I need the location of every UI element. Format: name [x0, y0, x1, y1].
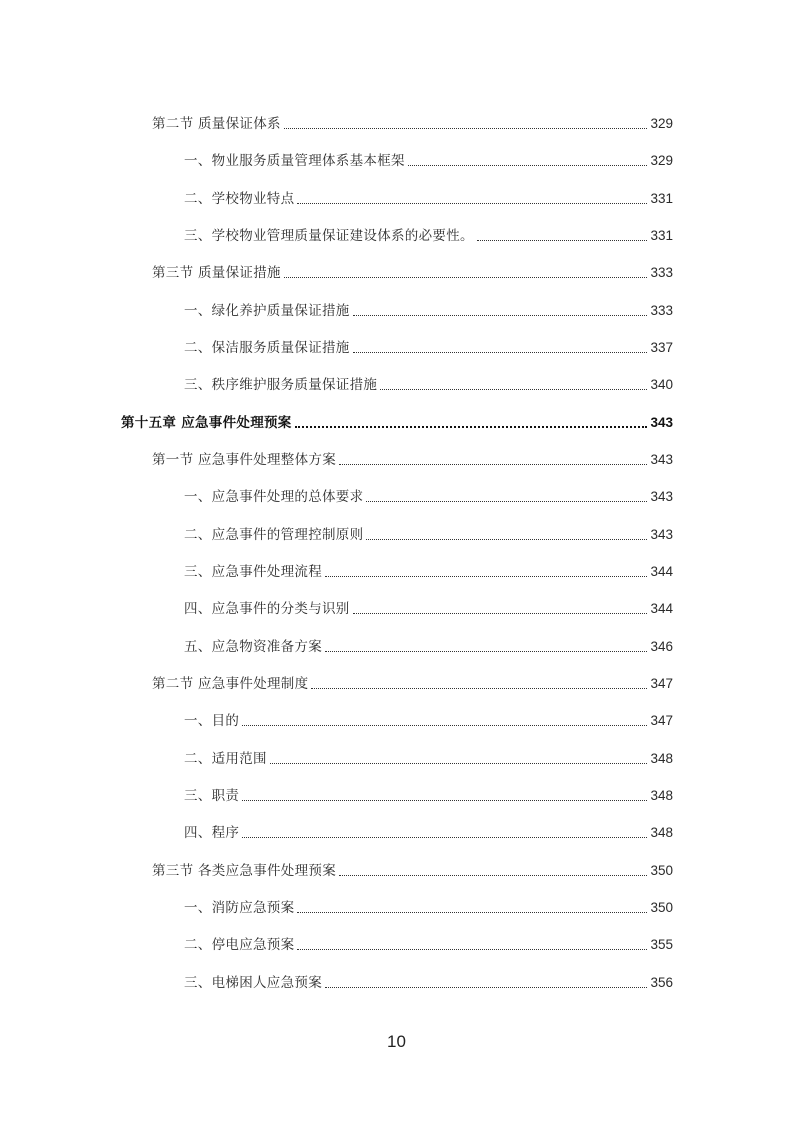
toc-entry-title: 三、电梯困人应急预案	[184, 975, 322, 991]
toc-entry-page: 343	[650, 489, 673, 504]
dot-leader	[297, 948, 647, 950]
toc-entry[interactable]	[184, 483, 673, 507]
toc-entry-page: 331	[650, 228, 673, 243]
toc-entry-title: 三、学校物业管理质量保证建设体系的必要性。	[184, 228, 474, 244]
dot-leader	[325, 986, 647, 988]
toc-entry[interactable]	[184, 558, 673, 582]
dot-leader	[477, 239, 648, 241]
toc-entry-page: 343	[650, 415, 673, 430]
toc-entry-title: 三、职责	[184, 788, 240, 804]
toc-entry-page: 340	[650, 377, 673, 392]
dot-leader	[297, 202, 647, 204]
toc-entry[interactable]	[184, 782, 673, 806]
toc-entry-page: 347	[650, 713, 673, 728]
dot-leader	[339, 874, 647, 876]
toc-entry-page: 329	[650, 116, 673, 131]
toc-entry[interactable]	[184, 222, 673, 246]
dot-leader	[366, 500, 647, 502]
dot-leader	[408, 164, 648, 166]
toc-entry[interactable]	[184, 371, 673, 395]
toc-entry[interactable]	[184, 334, 673, 358]
toc-entry-title: 一、消防应急预案	[184, 900, 295, 916]
toc-entry-page: 344	[650, 564, 673, 579]
toc-entry-title: 一、目的	[184, 713, 240, 729]
toc-entry-title: 第二节 质量保证体系	[152, 116, 281, 132]
dot-leader	[353, 351, 648, 353]
dot-leader	[325, 575, 647, 577]
toc-entry-title: 四、程序	[184, 825, 240, 841]
toc-entry-page: 350	[650, 863, 673, 878]
toc-entry[interactable]	[152, 857, 673, 881]
toc-entry-title: 五、应急物资准备方案	[184, 639, 322, 655]
toc-entry-title: 二、适用范围	[184, 751, 267, 767]
toc-entry-title: 二、学校物业特点	[184, 191, 295, 207]
dot-leader	[284, 276, 648, 278]
toc-entry-page: 346	[650, 639, 673, 654]
toc-entry[interactable]	[184, 894, 673, 918]
toc-entry[interactable]	[184, 745, 673, 769]
toc-entry-title: 第三节 质量保证措施	[152, 265, 281, 281]
dot-leader	[242, 836, 647, 838]
toc-entry[interactable]	[184, 595, 673, 619]
dot-leader	[270, 762, 648, 764]
toc-entry[interactable]	[184, 521, 673, 545]
toc-entry-page: 344	[650, 601, 673, 616]
toc-entry[interactable]	[152, 110, 673, 134]
dot-leader	[325, 650, 647, 652]
toc-entry-title: 第十五章 应急事件处理预案	[121, 415, 292, 431]
toc-entry[interactable]	[184, 969, 673, 993]
toc-entry-title: 二、保洁服务质量保证措施	[184, 340, 350, 356]
toc-entry-title: 二、应急事件的管理控制原则	[184, 527, 364, 543]
toc-entry-chapter[interactable]	[121, 409, 673, 433]
dot-leader	[353, 612, 648, 614]
dot-leader	[295, 425, 648, 428]
toc-entry-title: 第一节 应急事件处理整体方案	[152, 452, 336, 468]
toc-entry-page: 343	[650, 452, 673, 467]
toc-entry[interactable]	[184, 147, 673, 171]
toc-entry[interactable]	[184, 707, 673, 731]
dot-leader	[366, 538, 647, 540]
toc-entry[interactable]	[184, 297, 673, 321]
toc-entry[interactable]	[152, 670, 673, 694]
toc-entry-page: 350	[650, 900, 673, 915]
toc-entry-page: 333	[650, 303, 673, 318]
toc-entry-page: 356	[650, 975, 673, 990]
toc-entry-title: 第三节 各类应急事件处理预案	[152, 863, 336, 879]
toc-entry[interactable]	[152, 446, 673, 470]
dot-leader	[297, 911, 647, 913]
toc-entry-title: 一、绿化养护质量保证措施	[184, 303, 350, 319]
toc-entry[interactable]	[152, 259, 673, 283]
toc-entry-page: 355	[650, 937, 673, 952]
dot-leader	[242, 724, 647, 726]
toc-entry-title: 一、物业服务质量管理体系基本框架	[184, 153, 405, 169]
toc-entry-page: 343	[650, 527, 673, 542]
toc-entry-page: 348	[650, 788, 673, 803]
toc-entry-page: 337	[650, 340, 673, 355]
dot-leader	[380, 388, 647, 390]
toc-entry-page: 329	[650, 153, 673, 168]
dot-leader	[353, 314, 648, 316]
toc-entry[interactable]	[184, 185, 673, 209]
toc-entry[interactable]	[184, 819, 673, 843]
toc-entry-title: 二、停电应急预案	[184, 937, 295, 953]
toc-entry-title: 三、秩序维护服务质量保证措施	[184, 377, 378, 393]
dot-leader	[242, 799, 647, 801]
toc-entry-page: 347	[650, 676, 673, 691]
dot-leader	[284, 127, 648, 129]
toc-entry-title: 第二节 应急事件处理制度	[152, 676, 309, 692]
toc-entry-page: 333	[650, 265, 673, 280]
toc-entry-title: 四、应急事件的分类与识别	[184, 601, 350, 617]
dot-leader	[311, 687, 647, 689]
toc-entry-title: 三、应急事件处理流程	[184, 564, 322, 580]
dot-leader	[339, 463, 647, 465]
toc-entry-page: 348	[650, 825, 673, 840]
toc-entry-page: 331	[650, 191, 673, 206]
toc-entry[interactable]	[184, 633, 673, 657]
toc-entry-page: 348	[650, 751, 673, 766]
toc-entry-title: 一、应急事件处理的总体要求	[184, 489, 364, 505]
page-number: 10	[387, 1032, 406, 1051]
toc-entry[interactable]	[184, 931, 673, 955]
